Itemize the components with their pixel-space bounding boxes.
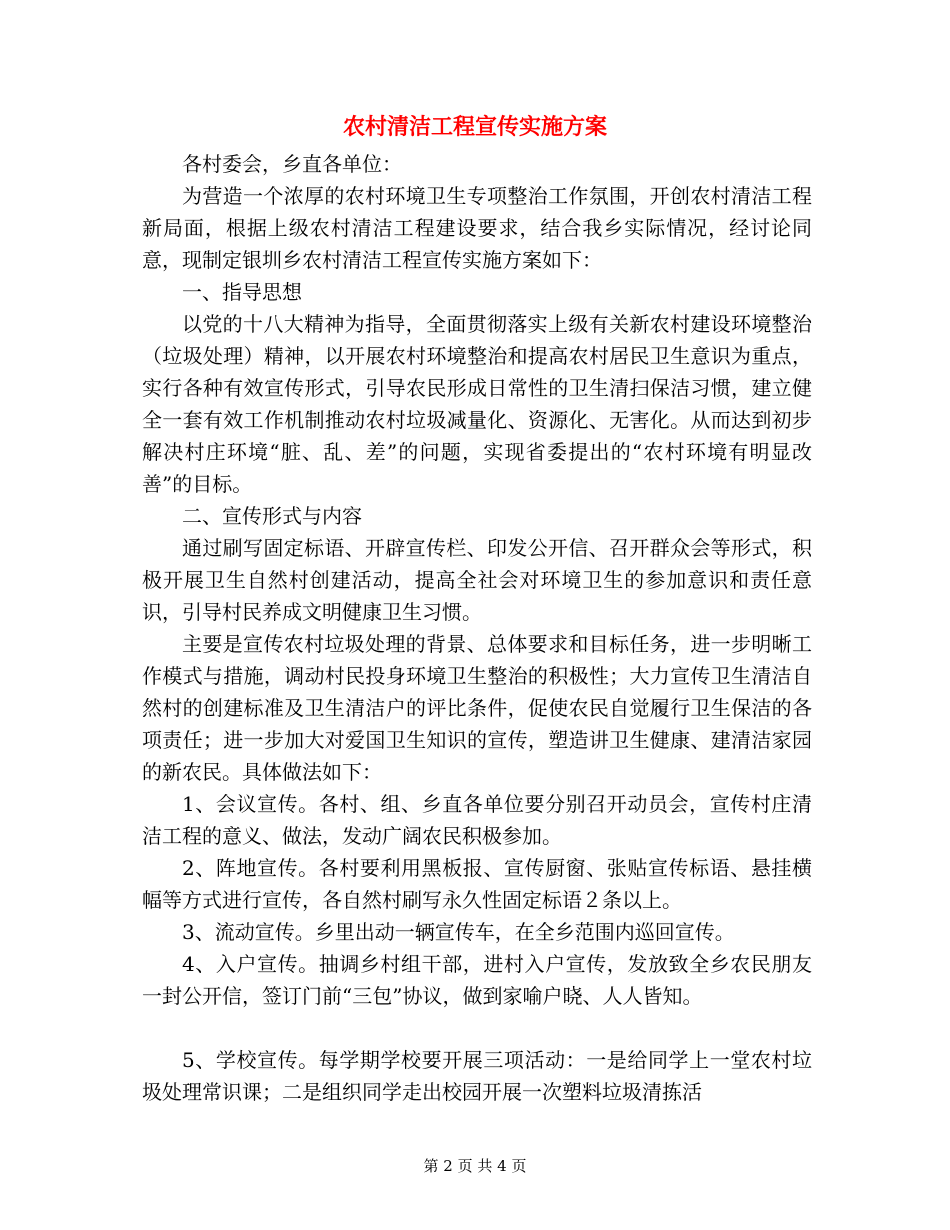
document-body (142, 148, 812, 1108)
guiding-thought-paragraph: 以党的十八大精神为指导，全面贯彻落实上级有关新农村建设环境整治（垃圾处理）精神，以开展农村环境整治和提高农村居民卫生意识为重点，实行各种有效宣传形式，引导农民形成日常性的卫生清扫保洁习惯，建立健全一套有效工作机制推动农村垃圾减量化、资源化、无害化。从而达到初步解决村庄环境“脏、乱、差”的问题，实现省委提出的“农村环境有明显改善”的目标。 (142, 312, 812, 496)
item-mobile-publicity: 3、流动宣传。乡里出动一辆宣传车，在全乡范围内巡回宣传。 (182, 920, 735, 944)
item-position-publicity: 2、阵地宣传。各村要利用黑板报、宣传厨窗、张贴宣传标语、悬挂横幅等方式进行宣传，各自然村刷写永久性固定标语２条以上。 (142, 856, 812, 912)
salutation: 各村委会，乡直各单位： (182, 152, 402, 176)
item-school-publicity: 5、学校宣传。每学期学校要开展三项活动：一是给同学上一堂农村垃圾处理常识课；二是组织同学走出校园开展一次塑料垃圾清拣活 (142, 1048, 812, 1104)
document-title: 农村清洁工程宣传实施方案 (342, 114, 607, 140)
section-heading-publicity-forms: 二、宣传形式与内容 (182, 504, 362, 528)
publicity-forms-paragraph: 通过刷写固定标语、开辟宣传栏、印发公开信、召开群众会等形式，积极开展卫生自然村创建活动，提高全社会对环境卫生的参加意识和责任意识，引导村民养成文明健康卫生习惯。 (142, 536, 812, 624)
intro-paragraph: 为营造一个浓厚的农村环境卫生专项整治工作氛围，开创农村清洁工程新局面，根据上级农村清洁工程建设要求，结合我乡实际情况，经讨论同意，现制定银圳乡农村清洁工程宣传实施方案如下： (142, 184, 812, 272)
publicity-content-paragraph: 主要是宣传农村垃圾处理的背景、总体要求和目标任务，进一步明晰工作模式与措施，调动村民投身环境卫生整治的积极性；大力宣传卫生清洁自然村的创建标准及卫生清洁户的评比条件，促使农民自觉履行卫生保洁的各项责任；进一步加大对爱国卫生知识的宣传，塑造讲卫生健康、建清洁家园的新农民。具体做法如下： (142, 632, 812, 784)
section-heading-guiding-thought: 一、指导思想 (182, 280, 302, 304)
page-footer: 第 2 页 共 4 页 (423, 1157, 527, 1175)
item-household-publicity: 4、入户宣传。抽调乡村组干部，进村入户宣传，发放致全乡农民朋友一封公开信，签订门前“三包”协议，做到家喻户晓、人人皆知。 (142, 952, 812, 1008)
item-meeting-publicity: 1、会议宣传。各村、组、乡直各单位要分别召开动员会，宣传村庄清洁工程的意义、做法，发动广阔农民积极参加。 (142, 792, 812, 848)
